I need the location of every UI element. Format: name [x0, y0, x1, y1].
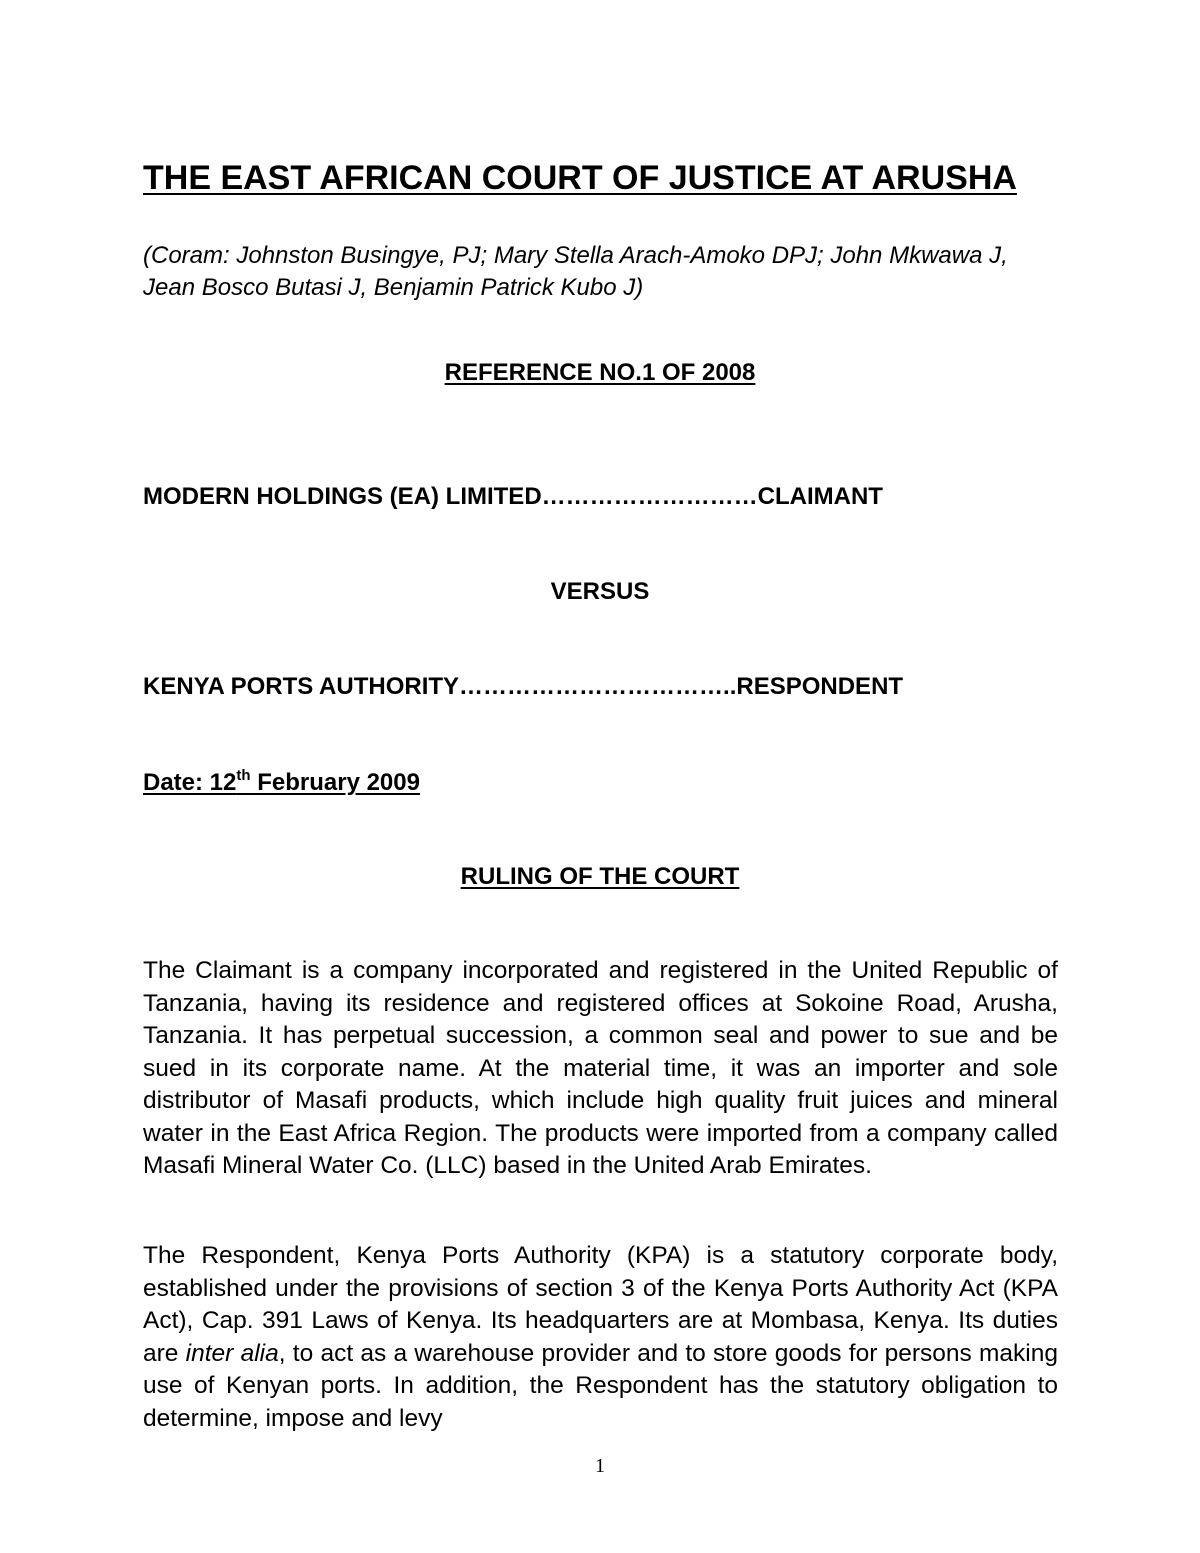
paragraph-respondent — [143, 1240, 1058, 1435]
date-prefix: Date: 12 — [143, 769, 237, 796]
reference-number — [0, 358, 1200, 388]
respondent-line: KENYA PORTS AUTHORITY……………………………..RESPONDENT — [143, 673, 904, 700]
ruling-date — [143, 768, 420, 798]
claimant-line: MODERN HOLDINGS (EA) LIMITED………………………CLAIMANT — [143, 483, 883, 510]
reference-number-text: REFERENCE NO.1 OF 2008 — [444, 359, 756, 386]
paragraph-respondent-part-2: , to act as a warehouse provider and to store goods for persons making use of Kenyan ports. In addition, the Respondent has the statutory obligation to determine, impose and levy — [143, 1339, 1059, 1432]
paragraph-claimant: The Claimant is a company incorporated and registered in the United Republic of Tanzania, having its residence and registered offices at Sokoine Road, Arusha, Tanzania. It has perpetual succession, a common seal and power to sue and be sued in its corporate name. At the material time, it was an importer and sole distributor of Masafi products, which include high quality fruit juices and mineral water in the East Africa Region. The products were imported from a company called Masafi Mineral Water Co. (LLC) based in the United Arab Emirates. — [143, 957, 1058, 1179]
paragraph-respondent-italic: inter alia — [185, 1339, 279, 1367]
ruling-heading-text: RULING OF THE COURT — [460, 863, 740, 890]
coram-judges: (Coram: Johnston Busingye, PJ; Mary Stella Arach-Amoko DPJ; John Mkwawa J, Jean Bosco Butasi J, Benjamin Patrick Kubo J) — [143, 242, 1008, 301]
paragraph-respondent-part-1: The Respondent, Kenya Ports Authority (KPA) is a statutory corporate body, established under the provisions of section 3 of the Kenya Ports Authority Act (KPA Act), Cap. 391 Laws of Kenya. Its headquarters are at Mombasa, Kenya. Its duties are — [143, 1242, 1058, 1367]
page-number: 1 — [595, 1455, 605, 1477]
date-suffix: February 2009 — [250, 769, 420, 796]
date-ordinal-suffix: th — [236, 767, 251, 784]
court-title: THE EAST AFRICAN COURT OF JUSTICE AT ARUSHA — [143, 159, 1017, 197]
versus-label: VERSUS — [550, 578, 650, 605]
ruling-heading — [0, 862, 1200, 892]
